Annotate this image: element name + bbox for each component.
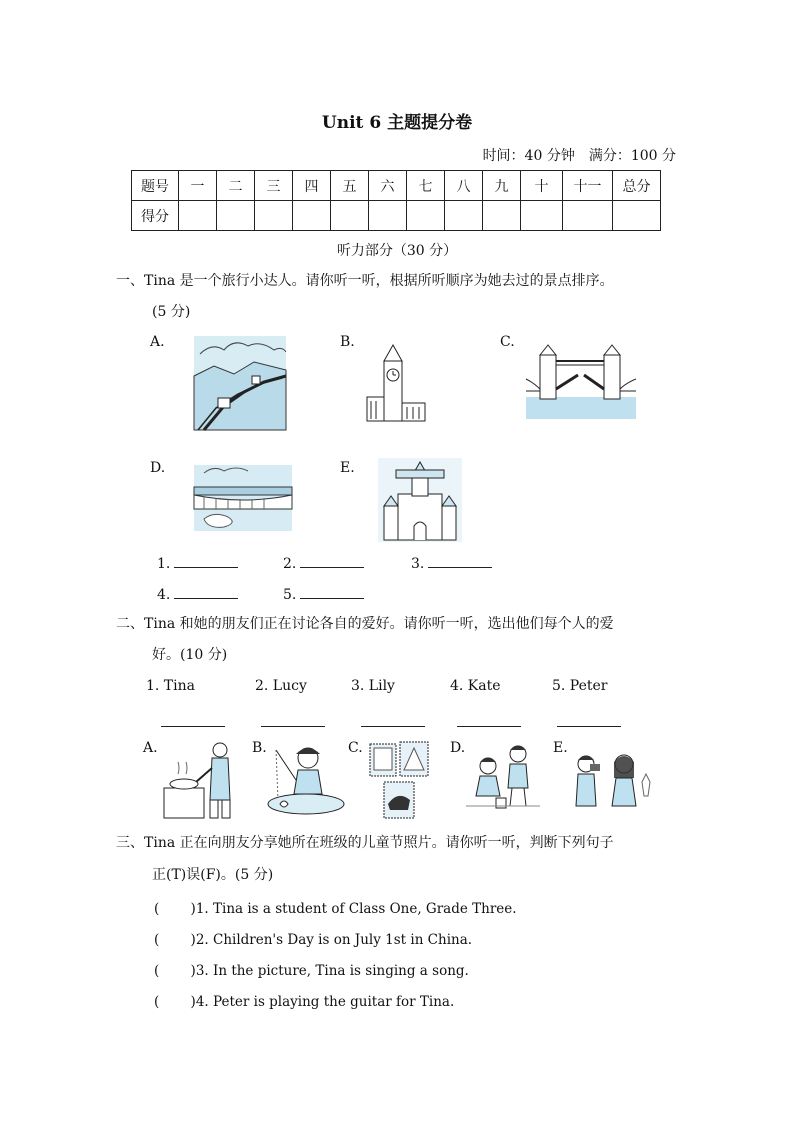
score-cell: 三 bbox=[255, 171, 293, 201]
q1-blank-number: 1. bbox=[157, 556, 171, 572]
q1-blank-number: 4. bbox=[157, 587, 171, 603]
score-cell: 十 bbox=[521, 171, 563, 201]
q2-option-b-label: B. bbox=[252, 740, 267, 756]
answer-blank[interactable] bbox=[300, 584, 364, 599]
q1-blank-number: 3. bbox=[411, 556, 425, 572]
q1-option-a-label: A. bbox=[150, 334, 165, 350]
score-input-cell[interactable] bbox=[331, 201, 369, 231]
score-input-cell[interactable] bbox=[483, 201, 521, 231]
q2-instruction-cont: 好。(10 分) bbox=[152, 647, 228, 663]
q2-option-d-label: D. bbox=[450, 740, 466, 756]
q1-option-b-label: B. bbox=[340, 334, 355, 350]
time-score-info: 时间：40 分钟 满分：100 分 bbox=[482, 148, 676, 164]
score-table-header-row bbox=[132, 171, 661, 201]
q3-instruction-cont: 正(T)误(F)。(5 分) bbox=[152, 867, 274, 883]
q2-name-1: 1. Tina bbox=[146, 678, 195, 694]
answer-blank[interactable] bbox=[161, 725, 225, 727]
score-cell: 六 bbox=[369, 171, 407, 201]
answer-blank[interactable] bbox=[557, 725, 621, 727]
q1-blank-1[interactable] bbox=[157, 553, 238, 572]
q1-blank-5[interactable] bbox=[283, 584, 364, 603]
q1-instruction: 一、Tina 是一个旅行小达人。请你听一听，根据所听顺序为她去过的景点排序。 bbox=[116, 273, 614, 289]
q1-option-c-label: C. bbox=[500, 334, 515, 350]
score-cell: 题号 bbox=[132, 171, 179, 201]
score-table-score-row bbox=[132, 201, 661, 231]
great-wall-picture bbox=[194, 336, 286, 430]
q2-name-3: 3. Lily bbox=[351, 678, 395, 694]
score-input-cell[interactable] bbox=[369, 201, 407, 231]
answer-blank[interactable] bbox=[300, 553, 364, 568]
q3-instruction: 三、Tina 正在向朋友分享她所在班级的儿童节照片。请你听一听，判断下列句子 bbox=[116, 835, 614, 851]
q2-name-2: 2. Lucy bbox=[255, 678, 307, 694]
score-cell: 七 bbox=[407, 171, 445, 201]
score-input-cell[interactable] bbox=[521, 201, 563, 231]
section-heading: 听力部分（30 分） bbox=[336, 243, 458, 259]
stamps-picture bbox=[368, 740, 430, 818]
photographing-picture bbox=[570, 752, 654, 808]
answer-blank[interactable] bbox=[261, 725, 325, 727]
answer-blank[interactable] bbox=[174, 584, 238, 599]
score-input-cell[interactable] bbox=[293, 201, 331, 231]
answer-blank[interactable] bbox=[428, 553, 492, 568]
score-cell: 四 bbox=[293, 171, 331, 201]
score-input-cell[interactable] bbox=[179, 201, 217, 231]
q2-name-5: 5. Peter bbox=[552, 678, 608, 694]
answer-blank[interactable] bbox=[174, 553, 238, 568]
score-input-cell[interactable] bbox=[445, 201, 483, 231]
answer-blank[interactable] bbox=[361, 725, 425, 727]
q3-item-4[interactable]: ( )4. Peter is playing the guitar for Tina. bbox=[154, 994, 455, 1010]
score-cell: 五 bbox=[331, 171, 369, 201]
score-input-cell[interactable] bbox=[407, 201, 445, 231]
score-cell: 二 bbox=[217, 171, 255, 201]
q1-blank-number: 5. bbox=[283, 587, 297, 603]
q1-blank-2[interactable] bbox=[283, 553, 364, 572]
score-input-cell[interactable] bbox=[217, 201, 255, 231]
q2-name-4: 4. Kate bbox=[450, 678, 501, 694]
q2-option-e-label: E. bbox=[553, 740, 568, 756]
tower-bridge-picture bbox=[526, 345, 636, 419]
q2-option-a-label: A. bbox=[143, 740, 158, 756]
q1-blank-4[interactable] bbox=[157, 584, 238, 603]
q3-item-1[interactable]: ( )1. Tina is a student of Class One, Grade Three. bbox=[154, 901, 517, 917]
castle-picture bbox=[378, 458, 462, 542]
score-row-label: 得分 bbox=[132, 201, 179, 231]
fishing-picture bbox=[266, 740, 346, 818]
big-ben-picture bbox=[367, 345, 425, 421]
q3-item-2[interactable]: ( )2. Children's Day is on July 1st in China. bbox=[154, 932, 473, 948]
q1-option-e-label: E. bbox=[340, 460, 355, 476]
cooking-picture bbox=[160, 740, 238, 818]
waterfall-picture bbox=[194, 465, 292, 531]
answer-blank[interactable] bbox=[457, 725, 521, 727]
q1-blank-number: 2. bbox=[283, 556, 297, 572]
playing-picture bbox=[466, 744, 540, 810]
score-cell: 八 bbox=[445, 171, 483, 201]
score-cell: 十一 bbox=[563, 171, 613, 201]
q1-option-d-label: D. bbox=[150, 460, 166, 476]
score-table bbox=[131, 170, 661, 231]
score-input-cell[interactable] bbox=[613, 201, 661, 231]
paper-title: Unit 6 主题提分卷 bbox=[321, 113, 473, 133]
q2-option-c-label: C. bbox=[348, 740, 363, 756]
score-cell: 总分 bbox=[613, 171, 661, 201]
score-cell: 九 bbox=[483, 171, 521, 201]
q1-points: (5 分) bbox=[152, 304, 191, 320]
q3-item-3[interactable]: ( )3. In the picture, Tina is singing a song. bbox=[154, 963, 469, 979]
q2-instruction: 二、Tina 和她的朋友们正在讨论各自的爱好。请你听一听，选出他们每个人的爱 bbox=[116, 616, 614, 632]
q1-blank-3[interactable] bbox=[411, 553, 492, 572]
score-input-cell[interactable] bbox=[255, 201, 293, 231]
score-input-cell[interactable] bbox=[563, 201, 613, 231]
score-cell: 一 bbox=[179, 171, 217, 201]
